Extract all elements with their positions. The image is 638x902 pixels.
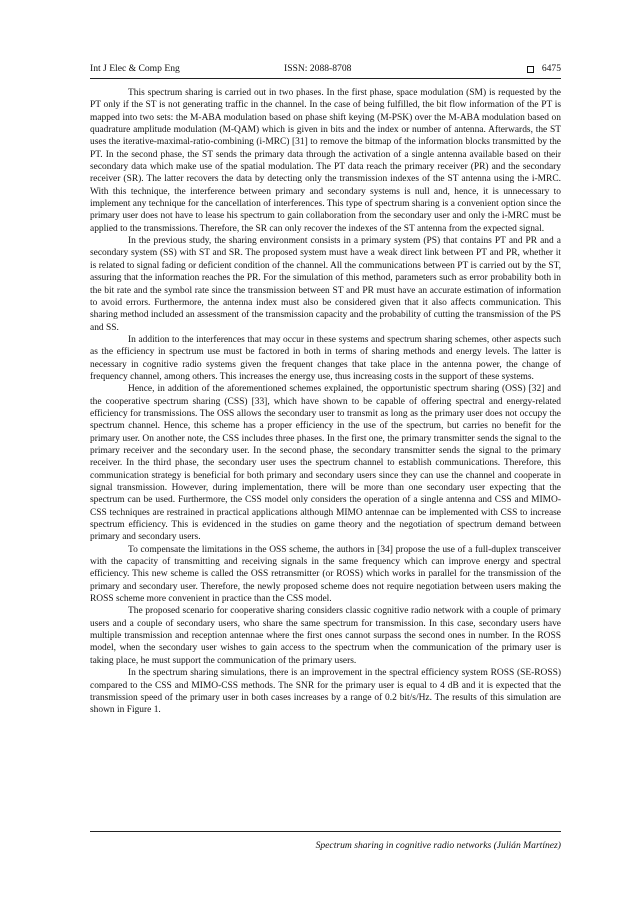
square-icon [527,66,534,73]
paragraph: The proposed scenario for cooperative sharing considers classic cognitive radio network with a couple of primary users and a couple of secondary users, who share the same spectrum for transmission. In this case, secondary users have multiple transmission and reception antennae where the first ones cannot surpass the second ones in number. In the ROSS model, when the secondary user wishes to gain access to the spectrum when the communication of the primary user is taking place, he must support the communication of the primary users. [90,606,561,666]
paragraph: In addition to the interferences that may occur in these systems and spectrum sharing schemes, other aspects such as the efficiency in spectrum use must be factored in both in terms of sharing methods and energy levels. The latter is necessary in cognitive radio systems given the frequent changes that take place in the antenna power, the change of frequency channel, among others. This increases the energy use, thus increasing costs in the support of these systems. [90,334,561,382]
footer-rule [90,831,561,832]
body-text [90,87,561,717]
paragraph: Hence, in addition of the aforementioned schemes explained, the opportunistic spectrum sharing (OSS) [32] and the cooperative spectrum sharing (CSS) [33], which have shown to be capable of offering spectral and energy-related efficiency for transmissions. The OSS allows the secondary user to transmit as long as the primary user does not occupy the spectrum channel. Hence, this scheme has a proper efficiency in the use of the spectrum, but carries no benefit for the primary user. On another note, the CSS includes three phases. In the first one, the primary transmitter sends the signal to the primary receiver and the secondary user. In the second phase, the secondary transmitter sends the signal to the primary receiver. In the third phase, the secondary user uses the spectrum channel to establish communications. Therefore, this communication strategy is beneficial for both primary and secondary users since they can use the channel and cooperate in signal transmission. However, during implementation, there will be more than one secondary user expecting that the spectrum can be used. Furthermore, the CSS model only considers the operation of a single antenna and CSS and MIMO-CSS techniques are restrained in practical applications although MIMO antennae can be implemented with CSS to increase spectrum efficiency. This is evidenced in the studies on game theory and the negotiation of spectrum demand between primary and secondary users. [90,384,561,543]
issn: ISSN: 2088-8708 [284,63,352,74]
page-number: 6475 [541,63,561,74]
page-header [90,62,561,76]
paragraph: In the previous study, the sharing environment consists in a primary system (PS) that contains PT and PR and a secondary system (SS) with ST and SR. The proposed system must have a weak direct link between PT and PR, whether it is related to signal fading or deficient condition of the channel. All the communications between PT is carried out by the ST, assuring that the information reaches the PR. For the simulation of this method, parameters such as error probability both in the bit rate and the symbol rate since the transmission between ST and PR must have an accurate estimation of information to avoid errors. Furthermore, the antenna index must also be considered given that it also affects communication. This sharing method included an assessment of the transmission capacity and the probability of cutting the transmission of the PS and SS. [90,236,561,333]
paragraph: In the spectrum sharing simulations, there is an improvement in the spectral efficiency system ROSS (SE-ROSS) compared to the CSS and MIMO-CSS methods. The SNR for the primary user is equal to 4 dB and it is expected that the transmission speed of the primary user in both cases increases by a range of 0.2 bit/s/Hz. The results of this simulation are shown in Figure 1. [90,668,561,716]
paragraph: This spectrum sharing is carried out in two phases. In the first phase, space modulation (SM) is requested by the PT only if the ST is not generating traffic in the channel. In the case of being fulfilled, the bit flow information of the PT is mapped into two sets: the M-ABA modulation based on phase shift keying (M-PSK) over the M-ABA modulation based on quadrature amplitude modulation (M-QAM) which is given in bits and the index or number of antenna. Afterwards, the ST uses the iterative-maximal-ratio-combining (i-MRC) [31] to remove the bitmap of the information blocks transmitted by the PT. In the second phase, the ST sends the primary data through the activation of a single antenna available based on their secondary data which make use of the spatial modulation. The PT data reach the primary receiver (PR) and the secondary receiver (SR). The latter recovers the data by detecting only the transmission indexes of the ST antenna using the i-MRC. With this technique, the interference between primary and secondary systems is null and, hence, it is unnecessary to implement any technique for the cancellation of interferences. This type of spectrum sharing is a convenient option since the primary user does not have to lease his spectrum to gain collaboration from the secondary user and only the i-MRC must be applied to the transmissions. Therefore, the SR can only recover the indexes of the ST antenna from the expected signal. [90,88,561,234]
journal-name: Int J Elec & Comp Eng [90,63,180,74]
running-title: Spectrum sharing in cognitive radio networks (Julián Martínez) [315,840,561,851]
page-number-group [527,62,561,76]
paragraph: To compensate the limitations in the OSS scheme, the authors in [34] propose the use of a full-duplex transceiver with the capacity of transmitting and receiving signals in the same frequency which can improve energy and spectral efficiency. This new scheme is called the OSS retransmitter (or ROSS) which works in parallel for the transmission of the primary and secondary user. Therefore, the newly proposed scheme does not require negotiation between users making the ROSS scheme more convenient in practice than the CSS model. [90,544,561,605]
header-rule [90,78,561,79]
